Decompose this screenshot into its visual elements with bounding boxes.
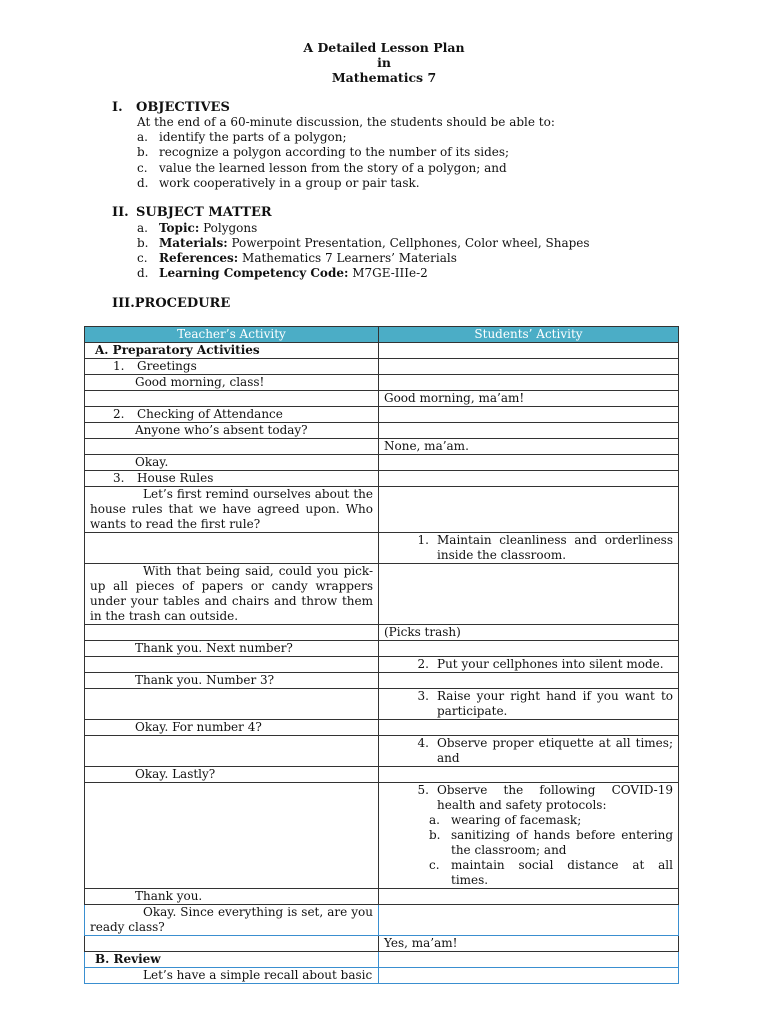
objective-item: a. identify the parts of a polygon;	[137, 130, 347, 144]
procedure-heading: III.PROCEDURE	[112, 296, 231, 311]
table-row	[85, 533, 679, 564]
student-rule-2: 2. Put your cellphones into silent mode.	[379, 657, 679, 673]
student-line: None, ma’am.	[379, 439, 679, 455]
teacher-line: Let’s have a simple recall about basic	[85, 968, 379, 984]
subject-heading-text: SUBJECT MATTER	[136, 205, 272, 220]
attendance-label: 2. Checking of Attendance	[85, 407, 379, 423]
subject-number: II.	[112, 205, 129, 220]
student-rule-4: 4. Observe proper etiquette at all times; and	[379, 736, 679, 767]
table-row	[85, 736, 679, 767]
objectives-heading	[112, 100, 230, 115]
subject-item-competency: d. Learning Competency Code: M7GE-IIIe-2	[137, 266, 428, 280]
table-row	[85, 936, 679, 952]
col-header-students: Students’ Activity	[379, 327, 679, 343]
doc-title-line1: A Detailed Lesson Plan	[303, 40, 465, 55]
subject-matter-heading	[112, 205, 272, 220]
table-row	[85, 471, 679, 487]
table-row	[85, 689, 679, 720]
table-row	[85, 767, 679, 783]
table-row	[85, 407, 679, 423]
student-line: Good morning, ma’am!	[379, 391, 679, 407]
student-rule-5: 5. Observe the following COVID-19 health and safety protocols: a. wearing of facemask; b. sanitizing of hands before entering the classroom; and c. maintain social distance at all times.	[379, 783, 679, 889]
teacher-line: Thank you. Next number?	[85, 641, 379, 657]
table-row	[85, 641, 679, 657]
table-row	[85, 952, 679, 968]
teacher-line: Thank you. Number 3?	[85, 673, 379, 689]
doc-title-line2: in	[377, 55, 391, 70]
table-row	[85, 423, 679, 439]
teacher-line: Okay. Since everything is set, are you ready class?	[85, 905, 379, 936]
table-row	[85, 343, 679, 359]
objectives-intro: At the end of a 60-minute discussion, the students should be able to:	[137, 115, 555, 129]
objectives-heading-text: OBJECTIVES	[136, 100, 230, 115]
student-line: (Picks trash)	[379, 625, 679, 641]
section-b-label: B. Review	[85, 952, 379, 968]
objectives-number: I.	[112, 100, 123, 115]
doc-title-line3: Mathematics 7	[331, 70, 437, 85]
section-a-label: A. Preparatory Activities	[85, 343, 379, 359]
subject-item-topic: a. Topic: Polygons	[137, 221, 258, 235]
table-row	[85, 783, 679, 889]
table-row	[85, 889, 679, 905]
subject-item-materials: b. Materials: Powerpoint Presentation, Cellphones, Color wheel, Shapes	[137, 236, 590, 250]
table-row	[85, 625, 679, 641]
teacher-line: Good morning, class!	[85, 375, 379, 391]
teacher-line: Okay. Lastly?	[85, 767, 379, 783]
teacher-line: With that being said, could you pick-up all pieces of papers or candy wrappers under your tables and chairs and throw them in the trash can outside.	[85, 564, 379, 625]
procedure-table	[84, 326, 679, 984]
table-row	[85, 968, 679, 984]
table-row	[85, 439, 679, 455]
table-row	[85, 657, 679, 673]
student-line: Yes, ma’am!	[379, 936, 679, 952]
table-row	[85, 455, 679, 471]
col-header-teacher: Teacher’s Activity	[85, 327, 379, 343]
teacher-line: Okay.	[85, 455, 379, 471]
subject-item-references: c. References: Mathematics 7 Learners’ Materials	[137, 251, 457, 265]
objective-item: d. work cooperatively in a group or pair task.	[137, 176, 420, 190]
table-row	[85, 391, 679, 407]
table-row	[85, 564, 679, 625]
objective-item: b. recognize a polygon according to the number of its sides;	[137, 145, 510, 159]
student-rule-3: 3. Raise your right hand if you want to participate.	[379, 689, 679, 720]
objective-item: c. value the learned lesson from the story of a polygon; and	[137, 161, 507, 175]
table-row	[85, 905, 679, 936]
table-row	[85, 359, 679, 375]
teacher-line: Okay. For number 4?	[85, 720, 379, 736]
table-row	[85, 375, 679, 391]
greetings-label: 1. Greetings	[85, 359, 379, 375]
table-row	[85, 720, 679, 736]
teacher-line: Let’s first remind ourselves about the house rules that we have agreed upon. Who wants to read the first rule?	[85, 487, 379, 533]
student-rule-1: 1. Maintain cleanliness and orderliness inside the classroom.	[379, 533, 679, 564]
teacher-line: Thank you.	[85, 889, 379, 905]
teacher-line: Anyone who’s absent today?	[85, 423, 379, 439]
table-row	[85, 487, 679, 533]
table-header-row	[85, 327, 679, 343]
table-row	[85, 673, 679, 689]
house-rules-label: 3. House Rules	[85, 471, 379, 487]
